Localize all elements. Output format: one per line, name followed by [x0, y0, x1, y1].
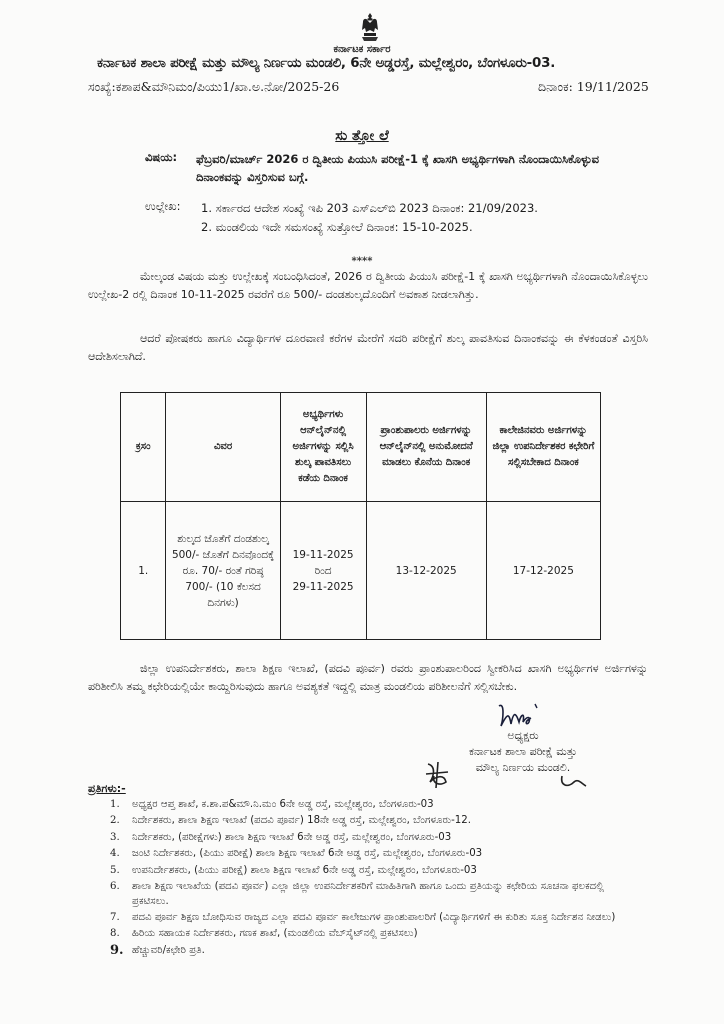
header-details: ವಿವರ — [166, 393, 280, 502]
item-number: 2. — [110, 815, 120, 827]
signatory-org-line-2: ಮೌಲ್ಯ ನಿರ್ಣಯ ಮಂಡಲಿ. — [475, 761, 571, 774]
signatory-org-line-1: ಕರ್ನಾಟಕ ಶಾಲಾ ಪರೀಕ್ಷೆ ಮತ್ತು — [468, 745, 578, 758]
table-header-row — [121, 393, 601, 502]
subject-text: ಫೆಬ್ರವರಿ/ಮಾರ್ಚ್ 2026 ರ ದ್ವಿತೀಯ ಪಿಯುಸಿ ಪರೀಕ್ಷೆ-1 ಕ್ಕೆ ಖಾಸಗಿ ಅಭ್ಯರ್ಥಿಗಳಾಗಿ ನೊಂದಾಯಿಸಿಕೊಳ್ಳುವ ದಿನಾಂಕವನ್ನು ವಿಸ್ತರಿಸುವ ಬಗ್ಗೆ. — [196, 152, 600, 184]
item-text: ನಿರ್ದೇಶಕರು, (ಪರೀಕ್ಷೆಗಳು) ಶಾಲಾ ಶಿಕ್ಷಣ ಇಲಾಖೆ 6ನೇ ಅಡ್ಡ ರಸ್ತೆ, ಮಲ್ಲೇಶ್ವರಂ, ಬೆಂಗಳೂರು-03 — [132, 831, 452, 843]
item-text: ಅಧ್ಯಕ್ಷರ ಆಪ್ತ ಶಾಖೆ, ಕ.ಶಾ.ಪ&ಮೌ.ನಿ.ಮಂ 6ನೇ ಅಡ್ಡ ರಸ್ತೆ, ಮಲ್ಲೇಶ್ವರಂ, ಬೆಂಗಳೂರು-03 — [132, 799, 434, 810]
reference-number: ಸಂಖ್ಯೆ:ಕಶಾಪ&ಮೌನಿಮಂ/ಪಿಯು1/ಖಾ.ಅ.ನೋ/2025-26 — [88, 79, 340, 94]
item-number: 4. — [110, 848, 120, 860]
reference-item: 1. ಸರ್ಕಾರದ ಆದೇಶ ಸಂಖ್ಯೆ ಇಪಿ 203 ಎಸ್ಎಲ್‌ಬಿ 2023 ದಿನಾಂಕ: 21/09/2023. — [201, 201, 538, 215]
item-text: ಶಾಲಾ ಶಿಕ್ಷಣ ಇಲಾಖೆಯ (ಪದವಿ ಪೂರ್ವ) ಎಲ್ಲಾ ಜಿಲ್ಲಾ ಉಪನಿರ್ದೇಶಕರಿಗೆ ಮಾಹಿತಿಗಾಗಿ ಹಾಗೂ ಒಂದು ಪ್ರತಿಯನ್ನು ಕಛೇರಿಯ ಸೂಚನಾ ಫಲಕದಲ್ಲಿ ಪ್ರಕಟಿಸಲು. — [132, 880, 604, 907]
list-item — [110, 864, 630, 879]
list-item — [110, 798, 630, 813]
list-item — [110, 847, 630, 862]
paragraph-2: ಆದರೆ ಪೋಷಕರು ಹಾಗೂ ವಿದ್ಯಾರ್ಥಿಗಳ ದೂರವಾಣಿ ಕರೆಗಳ ಮೇರೆಗೆ ಸದರಿ ಪರೀಕ್ಷೆಗೆ ಶುಲ್ಕ ಪಾವತಿಸುವ ದಿನಾಂಕವನ್ನು ಈ ಕೆಳಕಂಡಂತೆ ವಿಸ್ತರಿಸಿ ಆದೇಶಿಸಲಾಗಿದೆ. — [88, 332, 648, 363]
list-item — [110, 944, 630, 959]
cell-submission-date: 17-12-2025 — [486, 502, 600, 640]
copies-heading: ಪ್ರತಿಗಳು:- — [88, 782, 126, 795]
item-number: 8. — [110, 928, 120, 940]
separator: **** — [351, 256, 373, 267]
circular-title: ಸು ತ್ತೋ ಲೆ — [335, 128, 389, 144]
item-number: 3. — [110, 831, 120, 843]
initials-icon — [558, 772, 588, 792]
reference-item: 2. ಮಂಡಲಿಯ ಇದೇ ಸಮಸಂಖ್ಯೆ ಸುತ್ತೋಲೆ ದಿನಾಂಕ: 15-10-2025. — [201, 220, 473, 234]
item-text: ಪದವಿ ಪೂರ್ವ ಶಿಕ್ಷಣ ಬೋಧಿಸುವ ರಾಜ್ಯದ ಎಲ್ಲಾ ಪದವಿ ಪೂರ್ವ ಕಾಲೇಜುಗಳ ಪ್ರಾಂಶುಪಾಲರಿಗೆ (ವಿದ್ಯಾರ್ಥಿಗಳಿಗೆ ಈ ಕುರಿತು ಸೂಕ್ತ ನಿರ್ದೇಶನ ನೀಡಲು) — [132, 911, 616, 923]
copies-list — [110, 798, 630, 960]
header-payment-last-date: ಅಭ್ಯರ್ಥಿಗಳು ಆನ್‌ಲೈನ್‌ನಲ್ಲಿ ಅರ್ಜಿಗಳನ್ನು ಸಲ್ಲಿಸಿ ಶುಲ್ಕ ಪಾವತಿಸಲು ಕಡೆಯ ದಿನಾಂಕ — [280, 393, 366, 502]
list-item — [110, 814, 630, 829]
item-number: 7. — [110, 911, 120, 923]
paragraph-3: ಜಿಲ್ಲಾ ಉಪನಿರ್ದೇಶಕರು, ಶಾಲಾ ಶಿಕ್ಷಣ ಇಲಾಖೆ, (ಪದವಿ ಪೂರ್ವ) ರವರು ಪ್ರಾಂಶುಪಾಲರಿಂದ ಸ್ವೀಕರಿಸಿದ ಖಾಸಗಿ ಅಭ್ಯರ್ಥಿಗಳ ಅರ್ಜಿಗಳನ್ನು ಪರಿಶೀಲಿಸಿ ತಮ್ಮ ಕಛೇರಿಯಲ್ಲಿಯೇ ಕಾಯ್ದಿರಿಸುವುದು ಹಾಗೂ ಅವಶ್ಯಕತೆ ಇದ್ದಲ್ಲಿ ಮಾತ್ರ ಮಂಡಲಿಯ ಪರಿಶೀಲನೆಗೆ ಸಲ್ಲಿಸಬೇಕು. — [88, 662, 648, 693]
initials-icon — [422, 760, 452, 790]
payment-joiner: ರಿಂದ — [314, 564, 332, 577]
item-number: 9. — [110, 942, 124, 958]
item-number: 5. — [110, 864, 120, 876]
circular-date: ದಿನಾಂಕ: 19/11/2025 — [538, 79, 649, 94]
cell-payment-dates — [280, 502, 366, 640]
signature-icon — [495, 700, 545, 730]
list-item — [110, 927, 630, 942]
payment-from-date: 19-11-2025 — [292, 548, 354, 561]
cell-sl-no: 1. — [121, 502, 166, 640]
header-submission-date: ಕಾಲೇಜಿನವರು ಅರ್ಜಿಗಳನ್ನು ಜಿಲ್ಲಾ ಉಪನಿರ್ದೇಶಕರ ಕಛೇರಿಗೆ ಸಲ್ಲಿಸಬೇಕಾದ ದಿನಾಂಕ — [486, 393, 600, 502]
references-label: ಉಲ್ಲೇಖ: — [145, 199, 181, 213]
cell-principal-approval: 13-12-2025 — [366, 502, 486, 640]
signature-block — [428, 728, 618, 776]
item-number: 6. — [110, 880, 120, 892]
item-text: ಉಪನಿರ್ದೇಶಕರು, (ಪಿಯು ಪರೀಕ್ಷೆ) ಶಾಲಾ ಶಿಕ್ಷಣ ಇಲಾಖೆ 6ನೇ ಅಡ್ಡ ರಸ್ತೆ, ಮಲ್ಲೇಶ್ವರಂ, ಬೆಂಗಳೂರು-03 — [132, 864, 477, 876]
board-address: ಕರ್ನಾಟಕ ಶಾಲಾ ಪರೀಕ್ಷೆ ಮತ್ತು ಮೌಲ್ಯ ನಿರ್ಣಯ ಮಂಡಲಿ, 6ನೇ ಅಡ್ಡರಸ್ತೆ, ಮಲ್ಲೇಶ್ವರಂ, ಬೆಂಗಳೂರು-03. — [97, 56, 556, 71]
item-text: ಹಿರಿಯ ಸಹಾಯಕ ನಿರ್ದೇಶಕರು, ಗಣಕ ಶಾಖೆ, (ಮಂಡಲಿಯ ವೆಬ್‌ಸೈಟ್‌ನಲ್ಲಿ ಪ್ರಕಟಿಸಲು) — [132, 928, 418, 940]
signatory-designation: ಅಧ್ಯಕ್ಷರು — [507, 729, 539, 742]
circular-title-wrap — [0, 128, 724, 144]
karnataka-emblem-icon — [358, 12, 382, 42]
paragraph-1: ಮೇಲ್ಕಂಡ ವಿಷಯ ಮತ್ತು ಉಲ್ಲೇಖಕ್ಕೆ ಸಂಬಂಧಿಸಿದಂತೆ, 2026 ರ ದ್ವಿತೀಯ ಪಿಯುಸಿ ಪರೀಕ್ಷೆ-1 ಕ್ಕೆ ಖಾಸಗಿ ಅಭ್ಯರ್ಥಿಗಳಾಗಿ ನೊಂದಾಯಿಸಿಕೊಳ್ಳಲು ಉಲ್ಲೇಖ-2 ರಲ್ಲಿ ದಿನಾಂಕ 10-11-2025 ರವರೆಗೆ ರೂ 500/- ದಂಡಶುಲ್ಕದೊಂದಿಗೆ ಅವಕಾಶ ನೀಡಲಾಗಿತ್ತು. — [88, 270, 648, 301]
government-name: ಕರ್ನಾಟಕ ಸರ್ಕಾರ — [333, 44, 391, 55]
item-text: ಹೆಚ್ಚುವರಿ/ಕಛೇರಿ ಪ್ರತಿ. — [132, 944, 205, 956]
item-text: ನಿರ್ದೇಶಕರು, ಶಾಲಾ ಶಿಕ್ಷಣ ಇಲಾಖೆ (ಪದವಿ ಪೂರ್ವ) 18ನೇ ಅಡ್ಡ ರಸ್ತೆ, ಮಲ್ಲೇಶ್ವರಂ, ಬೆಂಗಳೂರು-12. — [132, 815, 471, 827]
item-number: 1. — [110, 799, 120, 810]
subject-label: ವಿಷಯ: — [145, 150, 178, 164]
table-row — [121, 502, 601, 640]
cell-details: ಶುಲ್ಕದ ಜೊತೆಗೆ ದಂಡಶುಲ್ಕ 500/- ಜೊತೆಗೆ ದಿನವೊಂದಕ್ಕೆ ರೂ. 70/- ರಂತೆ ಗರಿಷ್ಠ 700/- (10 ಕೆಲಸದ ದಿನಗಳು) — [166, 502, 280, 640]
list-item — [110, 880, 630, 909]
list-item — [110, 911, 630, 926]
schedule-table — [120, 392, 601, 640]
references-list — [201, 199, 538, 237]
header-principal-approval-date: ಪ್ರಾಂಶುಪಾಲರು ಅರ್ಜಿಗಳನ್ನು ಆನ್‌ಲೈನ್‌ನಲ್ಲಿ ಅನುಮೋದನೆ ಮಾಡಲು ಕೊನೆಯ ದಿನಾಂಕ — [366, 393, 486, 502]
list-item — [110, 831, 630, 846]
header-sl-no: ಕ್ರಸಂ — [121, 393, 166, 502]
item-text: ಜಂಟಿ ನಿರ್ದೇಶಕರು, (ಪಿಯು ಪರೀಕ್ಷೆ) ಶಾಲಾ ಶಿಕ್ಷಣ ಇಲಾಖೆ 6ನೇ ಅಡ್ಡ ರಸ್ತೆ, ಮಲ್ಲೇಶ್ವರಂ, ಬೆಂಗಳೂರು-03 — [132, 848, 483, 860]
payment-to-date: 29-11-2025 — [292, 580, 354, 593]
